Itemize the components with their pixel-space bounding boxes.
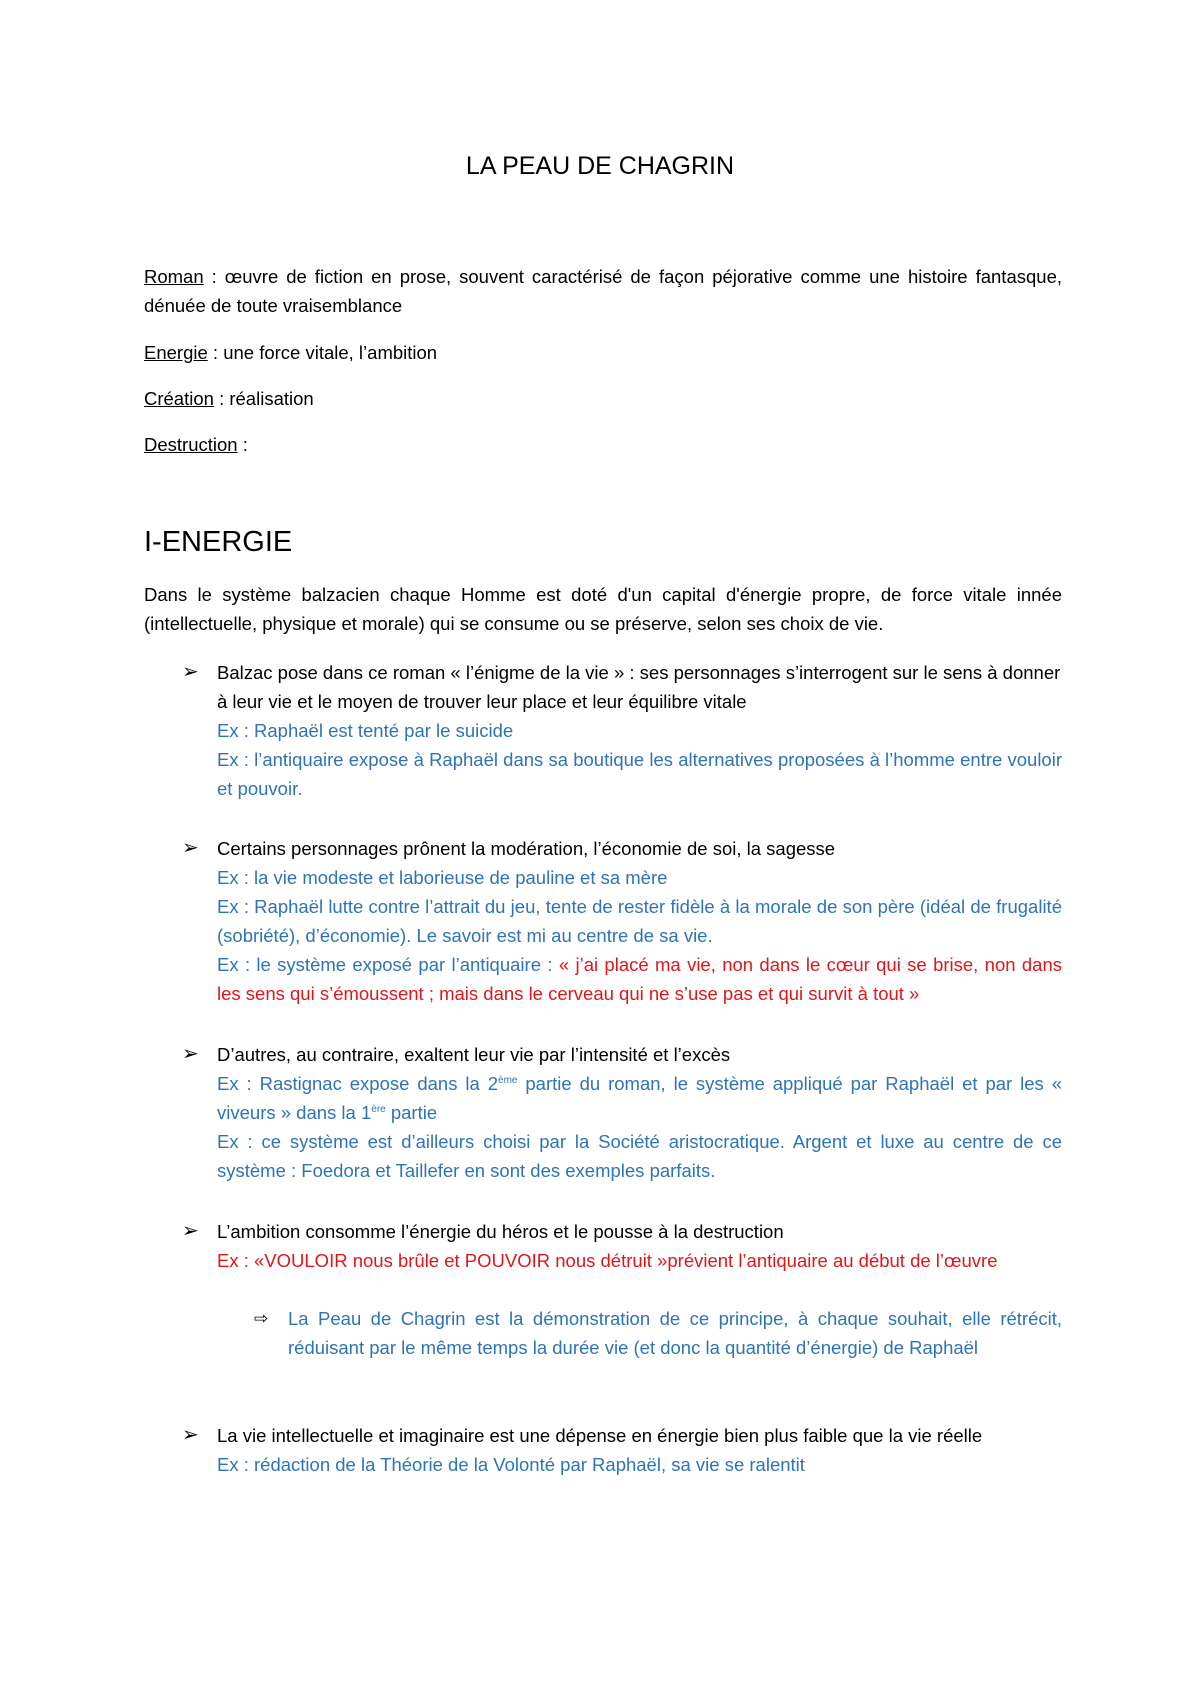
- example-prefix: Ex : le système exposé par l’antiquaire :: [217, 954, 559, 975]
- definition-text: œuvre de fiction en prose, souvent caractérisé de façon péjorative comme une histoire fantasque, dénuée de toute vraisemblance: [144, 266, 1062, 316]
- definition-sep: :: [237, 434, 248, 455]
- example-text: partie: [385, 1102, 438, 1123]
- superscript: ème: [498, 1074, 518, 1086]
- bullet-5: [217, 1421, 1062, 1479]
- section-heading: I-ENERGIE: [144, 526, 293, 558]
- definition-term: Création: [144, 388, 214, 409]
- definition-term: Destruction: [144, 434, 238, 455]
- definition-text: réalisation: [229, 388, 314, 409]
- example-line: Ex : «VOULOIR nous brûle et POUVOIR nous détruit »prévient l’antiquaire au début de l’œuvre: [217, 1250, 998, 1271]
- definition-roman: [144, 262, 1062, 320]
- bullet-text: Certains personnages prônent la modération, l’économie de soi, la sagesse: [217, 838, 836, 859]
- definition-sep: :: [213, 388, 230, 409]
- example-line: Ex : Raphaël lutte contre l’attrait du jeu, tente de rester fidèle à la morale de son père (idéal de frugalité (sobriété), d’économie). Le savoir est mi au centre de sa vie.: [217, 896, 1062, 946]
- bullet-1: [217, 658, 1062, 803]
- sub-bullet: La Peau de Chagrin est la démonstration de ce principe, à chaque souhait, elle rétrécit, réduisant par le même temps la durée vie (et donc la quantité d’énergie) de Raphaël: [288, 1308, 1062, 1358]
- definition-term: Roman: [144, 266, 204, 287]
- definition-destruction: [144, 430, 1062, 459]
- example-line: Ex : la vie modeste et laborieuse de pauline et sa mère: [217, 867, 668, 888]
- bullet-3: [217, 1040, 1062, 1185]
- example-line: Ex : ce système est d’ailleurs choisi par la Société aristocratique. Argent et luxe au centre de ce système : Foedora et Taillefer en sont des exemples parfaits.: [217, 1131, 1062, 1181]
- example-line: Ex : Raphaël est tenté par le suicide: [217, 720, 514, 741]
- example-text: partie du roman, le système appliqué par Raphaël et par les « viveurs » dans la 1: [217, 1073, 1062, 1123]
- bullet-text: Balzac pose dans ce roman « l’énigme de la vie » : ses personnages s’interrogent sur le sens à donner à leur vie et le moyen de trouver leur place et leur équilibre vitale: [217, 662, 1061, 712]
- example-line: Ex : rédaction de la Théorie de la Volonté par Raphaël, sa vie se ralentit: [217, 1454, 805, 1475]
- definition-term: Energie: [144, 342, 208, 363]
- superscript: ère: [371, 1103, 386, 1115]
- quote-text: « j’ai placé ma vie, non dans le cœur qui se brise, non dans les sens qui s’émoussent ; mais dans le cerveau qui ne s’use pas et qui survit à tout »: [217, 954, 1062, 1004]
- arrowhead-bullet-icon: ➢: [182, 661, 199, 683]
- definition-energie: [144, 338, 1062, 367]
- definition-text: une force vitale, l’ambition: [223, 342, 438, 363]
- bullet-4: [217, 1217, 1062, 1275]
- example-text: Ex : Rastignac expose dans la 2: [217, 1073, 499, 1094]
- bullet-text: L’ambition consomme l’énergie du héros et le pousse à la destruction: [217, 1221, 784, 1242]
- hollow-arrow-icon: ⇨: [254, 1309, 269, 1328]
- arrowhead-bullet-icon: ➢: [182, 1043, 199, 1065]
- arrowhead-bullet-icon: ➢: [182, 1220, 199, 1242]
- bullet-2: [217, 834, 1062, 1008]
- section-intro: Dans le système balzacien chaque Homme est doté d'un capital d'énergie propre, de force vitale innée (intellectuelle, physique et morale) qui se consume ou se préserve, selon ses choix de vie.: [144, 584, 1062, 634]
- example-line: Ex : l’antiquaire expose à Raphaël dans sa boutique les alternatives proposées à l’homme entre vouloir et pouvoir.: [217, 749, 1062, 799]
- definition-creation: [144, 384, 1062, 413]
- example-line: [217, 1069, 1062, 1127]
- arrowhead-bullet-icon: ➢: [182, 1424, 199, 1446]
- bullet-text: D’autres, au contraire, exaltent leur vie par l’intensité et l’excès: [217, 1044, 731, 1065]
- definition-sep: :: [203, 266, 225, 287]
- example-line: [217, 950, 1062, 1008]
- arrowhead-bullet-icon: ➢: [182, 837, 199, 859]
- document-title: LA PEAU DE CHAGRIN: [465, 152, 735, 180]
- definition-sep: :: [207, 342, 224, 363]
- bullet-text: La vie intellectuelle et imaginaire est une dépense en énergie bien plus faible que la vie réelle: [217, 1425, 983, 1446]
